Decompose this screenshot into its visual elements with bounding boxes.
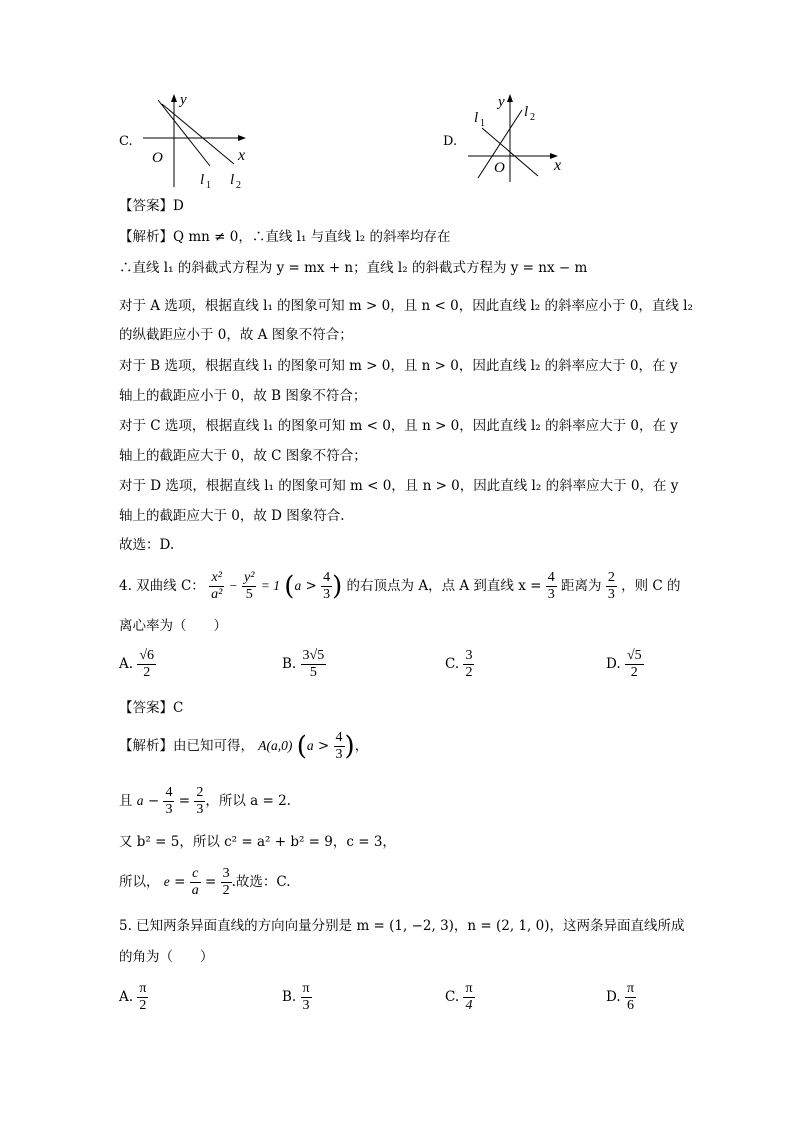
q4-a1-prefix: 【解析】由已知可得， xyxy=(119,738,254,754)
q4-analysis-4: 所以， e = $\frac{c}{a}$ = $\frac{3}{2}$ .故选：C. xyxy=(119,866,291,898)
option-den: 2 xyxy=(630,665,638,680)
q3-analysis-line-4: 的纵截距应小于 0，故 A 图象不符合； xyxy=(119,327,353,343)
x-axis-label: x xyxy=(554,157,562,174)
option-num: π xyxy=(465,981,473,996)
q5-option-b xyxy=(282,981,312,1014)
option-den: 3 xyxy=(302,998,310,1013)
q3-analysis-line-11: 故选：D. xyxy=(119,537,175,553)
q5-line-2: 的角为（ ） xyxy=(119,949,214,965)
option-label: C. xyxy=(445,656,460,672)
line-l1 xyxy=(158,100,210,166)
q5-option-c xyxy=(445,981,475,1014)
y-axis-arrow xyxy=(171,94,177,102)
q4-prefix: 4. 双曲线 C： xyxy=(119,578,205,594)
q4-analysis-2: 且 a − $\frac{4}{3}$ = $\frac{2}{3}$ ，所以 a = 2. xyxy=(119,785,291,817)
option-num: π xyxy=(302,981,310,996)
option-num: √5 xyxy=(626,648,642,663)
q4-analysis-3: 又 b² = 5，所以 c² = a² + b² = 9，c = 3， xyxy=(119,834,396,850)
option-label: D. xyxy=(606,989,621,1005)
option-label: A. xyxy=(119,989,134,1005)
q4-line-2: 离心率为（ ） xyxy=(119,618,227,634)
frac-y2-5: $\frac{\text{y²}}{5}$ xyxy=(244,570,255,602)
y-axis-label: y xyxy=(180,92,187,108)
option-den: 2 xyxy=(143,665,151,680)
x-axis-arrow xyxy=(238,135,246,141)
q4-a2-suffix: ，所以 a = 2. xyxy=(205,793,291,809)
q5-option-a xyxy=(119,981,148,1014)
q3-analysis-line-6: 轴上的截距应小于 0，故 B 图象不符合； xyxy=(119,388,367,404)
option-label: A. xyxy=(119,656,134,672)
q4-analysis-1: 【解析】由已知可得， A(a,0) (a > $\frac{4}{3}$ )， xyxy=(119,730,369,762)
q3-answer: 【答案】D xyxy=(119,198,184,214)
option-num: 3 xyxy=(465,648,473,663)
graph-c xyxy=(138,92,258,192)
frac-4-3-b: $\frac{4}{3}$ xyxy=(547,570,555,602)
q4-option-d xyxy=(606,648,644,681)
option-d-label: D. xyxy=(443,134,458,149)
l1-label: l xyxy=(200,172,205,188)
option-c-label: C. xyxy=(119,134,133,149)
option-label: B. xyxy=(282,656,297,672)
q4-suffix: ，则 C 的 xyxy=(621,578,681,594)
line-l2 xyxy=(162,104,234,164)
option-label: D. xyxy=(606,656,621,672)
origin-label: O xyxy=(494,160,505,176)
y-axis-arrow xyxy=(507,94,513,102)
q3-analysis-line-3: 对于 A 选项，根据直线 l₁ 的图象可知 m > 0，且 n < 0，因此直线 l₂ 的斜率应小于 0，直线 l₂ xyxy=(119,298,693,314)
q4-option-a xyxy=(119,648,156,681)
l2-label: l xyxy=(524,104,529,120)
q3-analysis-line-1: 【解析】Q mn ≠ 0，∴直线 l₁ 与直线 l₂ 的斜率均存在 xyxy=(119,229,451,245)
frac-x2-a2: $\frac{\text{x²}}{\text{a²}}$ xyxy=(211,570,223,602)
option-label: C. xyxy=(445,989,460,1005)
option-den: 6 xyxy=(626,998,634,1013)
q5-line-1: 5. 已知两条异面直线的方向向量分别是 m = (1, −2, 3)，n = (2, 1, 0)，这两条异面直线所成 xyxy=(119,918,685,934)
l1-subscript: 1 xyxy=(206,180,211,191)
q4-a4-prefix: 所以， xyxy=(119,874,160,890)
q3-analysis-line-7: 对于 C 选项，根据直线 l₁ 的图象可知 m < 0，且 n > 0，因此直线 l₂ 的斜率应大于 0，在 y xyxy=(119,418,678,434)
option-den: 2 xyxy=(139,998,147,1013)
option-label: B. xyxy=(282,989,297,1005)
l2-subscript: 2 xyxy=(530,112,535,123)
q4-a4-suffix: .故选：C. xyxy=(231,874,291,890)
option-den: 4 xyxy=(465,998,473,1013)
q4-a2-prefix: 且 xyxy=(119,793,133,809)
option-num: √6 xyxy=(139,648,155,663)
q4-mid: 的右顶点为 A，点 A 到直线 x = xyxy=(346,578,542,594)
l1-label: l xyxy=(474,110,479,126)
q3-analysis-line-5: 对于 B 选项，根据直线 l₁ 的图象可知 m > 0，且 n > 0，因此直线 l₂ 的斜率应大于 0，在 y xyxy=(119,358,678,374)
q4-a1-math: A(a,0) xyxy=(258,738,293,753)
option-den: 5 xyxy=(309,665,317,680)
option-den: 2 xyxy=(465,665,473,680)
q3-analysis-line-10: 轴上的截距应大于 0，故 D 图象符合. xyxy=(119,508,345,524)
origin-label: O xyxy=(152,150,163,166)
q4-mid2: 距离为 xyxy=(561,578,602,594)
option-num: π xyxy=(626,981,635,996)
q3-analysis-line-9: 对于 D 选项，根据直线 l₁ 的图象可知 m < 0，且 n > 0，因此直线 l₂ 的斜率应大于 0，在 y xyxy=(119,478,679,494)
l2-subscript: 2 xyxy=(236,180,241,191)
q3-analysis-line-8: 轴上的截距应大于 0，故 C 图象不符合； xyxy=(119,448,367,464)
option-num: π xyxy=(139,981,147,996)
frac-2-3: $\frac{2}{3}$ xyxy=(607,570,615,602)
y-axis-label: y xyxy=(498,94,505,110)
q3-analysis-line-2: ∴直线 l₁ 的斜截式方程为 y = mx + n；直线 l₂ 的斜截式方程为 y = nx − m xyxy=(119,260,588,276)
l1-subscript: 1 xyxy=(480,118,485,129)
q4-option-c xyxy=(445,648,474,681)
q4-answer: 【答案】C xyxy=(119,700,184,716)
q4-stem: 4. 双曲线 C： $\frac{\text{x²}}{\text{a²}}$ − $\frac{\text{y²}}{5}$ = 1 (a > $\frac{4}{3}$ ) 的右顶点为 A，点 A 到直线 x = $\frac{4}{3}$ 距离为 $\frac{2}{3}$ ，则 C 的 xyxy=(119,570,681,602)
frac-4-3: $\frac{4}{3}$ xyxy=(323,570,331,602)
q4-option-b xyxy=(282,648,326,681)
option-num: 3√5 xyxy=(302,648,325,663)
graph-d xyxy=(464,92,574,187)
x-axis-label: x xyxy=(238,147,246,164)
q5-option-d xyxy=(606,981,636,1014)
l2-label: l xyxy=(230,172,235,188)
